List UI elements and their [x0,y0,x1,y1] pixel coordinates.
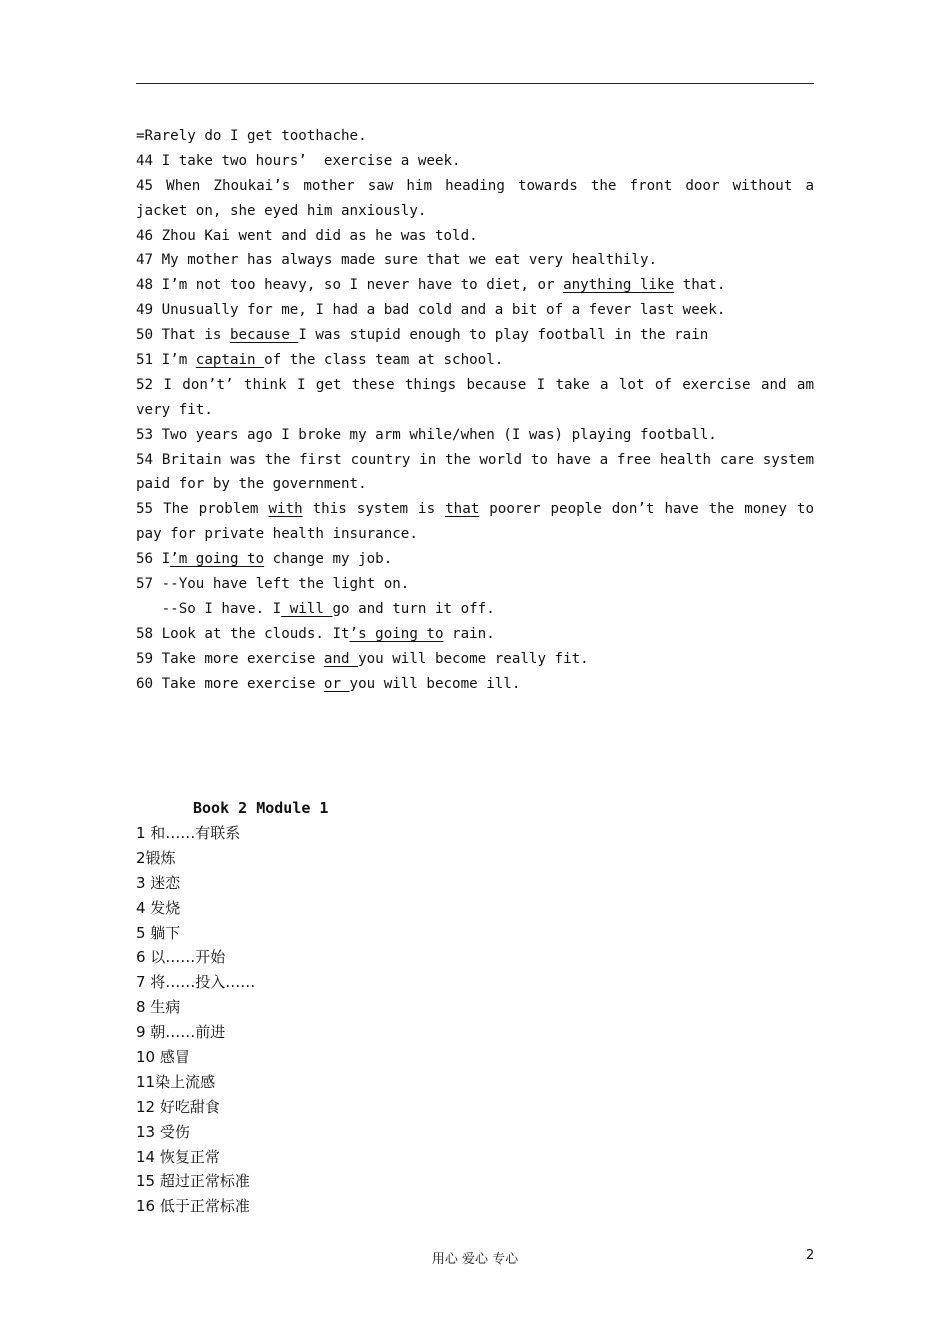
sentence-line: 46 Zhou Kai went and did as he was told. [136,227,478,244]
vocab-item: 10 感冒 [136,1048,190,1067]
text-span: of the class team at school. [264,352,504,369]
underlined-answer: captain [195,352,265,369]
text-span: go and turn it off. [332,600,495,617]
underlined-answer: ’s going to [349,625,444,642]
vocab-item: 9 朝……前进 [136,1023,226,1042]
vocab-item: 4 发烧 [136,898,181,917]
underlined-answer: because [229,327,299,344]
text-span: 55 The problem [136,501,269,518]
sentence-line: 57 --You have left the light on. [136,576,410,593]
text-span: 50 That is [136,327,230,344]
text-span: --So I have. I [136,600,282,617]
vocab-item: 1 和……有联系 [136,824,241,842]
text-span: poorer people don’t have the money to [479,501,814,518]
sentence-list [136,124,814,696]
text-span: 48 I’m not too heavy, so I never have to diet, or [136,277,564,294]
underlined-answer: that [445,501,480,518]
underlined-answer: will [281,600,333,617]
page-footer: 用心 爱心 专心 [431,1252,519,1267]
vocab-item: 8 生病 [136,998,181,1017]
vocab-list [136,821,636,1219]
text-span: that. [674,277,726,294]
header-rule [136,83,814,84]
sentence-line [136,547,814,572]
sentence-line: 44 I take two hours’ exercise a week. [136,152,461,169]
sentence-line: pay for private health insurance. [136,526,418,543]
text-span: this system is [302,501,446,518]
page-number: 2 [806,1248,815,1263]
sentence-line: =Rarely do I get toothache. [136,128,367,144]
underlined-answer: anything like [563,277,675,294]
sentence-line: 52 I don’t’ think I get these things because I take a lot of exercise and am [136,376,814,393]
vocab-item: 2锻炼 [136,848,176,867]
text-span: 60 Take more exercise [136,675,324,692]
vocab-item: 16 低于正常标准 [136,1197,250,1216]
section-heading: Book 2 Module 1 [193,799,329,817]
sentence-line [136,497,814,522]
text-span: you will become really fit. [358,650,589,667]
sentence-line [136,672,814,697]
vocab-item: 6 以……开始 [136,948,226,967]
sentence-line: very fit. [136,401,213,418]
vocab-item: 12 好吃甜食 [136,1097,220,1116]
text-span: 56 I [136,551,171,568]
vocab-item: 14 恢复正常 [136,1147,220,1166]
vocab-item: 15 超过正常标准 [136,1172,250,1191]
vocab-item: 5 躺下 [136,923,181,942]
sentence-line: 45 When Zhoukai’s mother saw him heading towards the front door without a [136,177,814,194]
text-span: you will become ill. [349,675,521,692]
sentence-line [136,273,814,298]
text-span: 58 Look at the clouds. It [136,625,350,642]
sentence-line: 49 Unusually for me, I had a bad cold and a bit of a fever last week. [136,302,726,319]
sentence-line [136,348,814,373]
sentence-line: paid for by the government. [136,476,367,493]
sentence-line: 54 Britain was the first country in the world to have a free health care system [136,451,814,468]
text-span: 59 Take more exercise [136,650,324,667]
text-span: 51 I’m [136,352,196,369]
vocab-item: 13 受伤 [136,1122,190,1141]
sentence-line [136,622,814,647]
vocab-item: 7 将……投入…… [136,973,256,992]
vocab-item: 11染上流感 [136,1072,216,1091]
sentence-line [136,597,814,622]
text-span: I was stupid enough to play football in the rain [298,327,709,344]
sentence-line [136,647,814,672]
underlined-answer: with [268,501,303,518]
underlined-answer: or [323,675,350,692]
vocab-item: 3 迷恋 [136,873,181,892]
text-span: change my job. [264,551,393,568]
text-span: rain. [443,625,495,642]
underlined-answer: ’m going to [170,551,265,568]
underlined-answer: and [323,650,359,667]
sentence-line: jacket on, she eyed him anxiously. [136,202,427,219]
sentence-line: 53 Two years ago I broke my arm while/when (I was) playing football. [136,426,717,443]
sentence-line [136,323,814,348]
sentence-line: 47 My mother has always made sure that we eat very healthily. [136,252,658,269]
